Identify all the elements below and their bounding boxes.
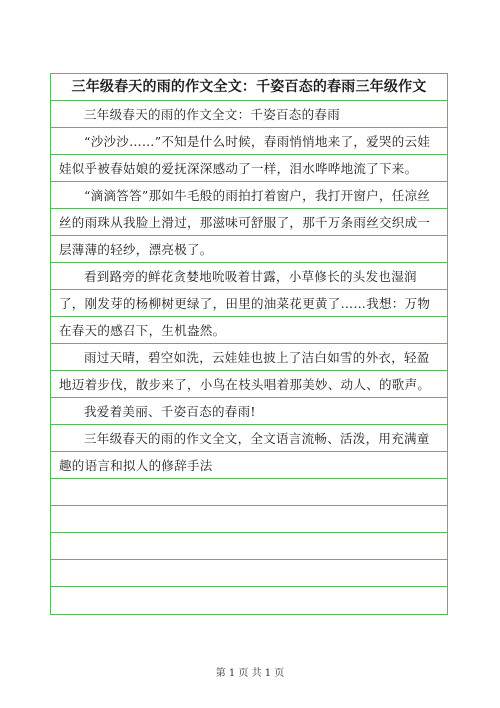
- blank-line: [51, 506, 447, 533]
- paragraph-3: 看到路旁的鲜花贪婪地吮吸着甘露，小草修长的头发也湿润了，刚发芽的杨柳树更绿了，田里的油菜花更黄了……我想：万物在春天的感召下，生机盎然。: [51, 263, 447, 344]
- blank-line: [51, 479, 447, 506]
- paragraph-1: “沙沙沙……”不知是什么时候，春雨悄悄地来了，爱哭的云娃娃似乎被春姑娘的爱抚深深感动了一样，泪水哗哗地流了下来。: [51, 128, 447, 182]
- paragraph-2: “滴滴答答”那如牛毛般的雨拍打着窗户，我打开窗户，任凉丝丝的雨珠从我脸上滑过，那滋味可舒服了，那千万条雨丝交织成一层薄薄的轻纱，漂亮极了。: [51, 182, 447, 263]
- blank-line: [51, 533, 447, 560]
- paragraph-4: 雨过天晴，碧空如洗，云娃娃也披上了洁白如雪的外衣，轻盈地迈着步伐，散步来了，小鸟在枝头唱着那美妙、动人、的歌声。: [51, 344, 447, 398]
- paragraph-5: 我爱着美丽、千姿百态的春雨!: [51, 398, 447, 425]
- paragraph-6: 三年级春天的雨的作文全文，全文语言流畅、活泼，用充满童趣的语言和拟人的修辞手法: [51, 425, 447, 479]
- blank-line: [51, 560, 447, 587]
- blank-line: [51, 587, 447, 614]
- paragraph-subtitle: 三年级春天的雨的作文全文：千姿百态的春雨: [51, 101, 447, 128]
- page-footer: 第 1 页 共 1 页: [215, 668, 285, 679]
- document-title: 三年级春天的雨的作文全文：千姿百态的春雨三年级作文: [51, 74, 447, 101]
- lined-paper: [50, 73, 448, 615]
